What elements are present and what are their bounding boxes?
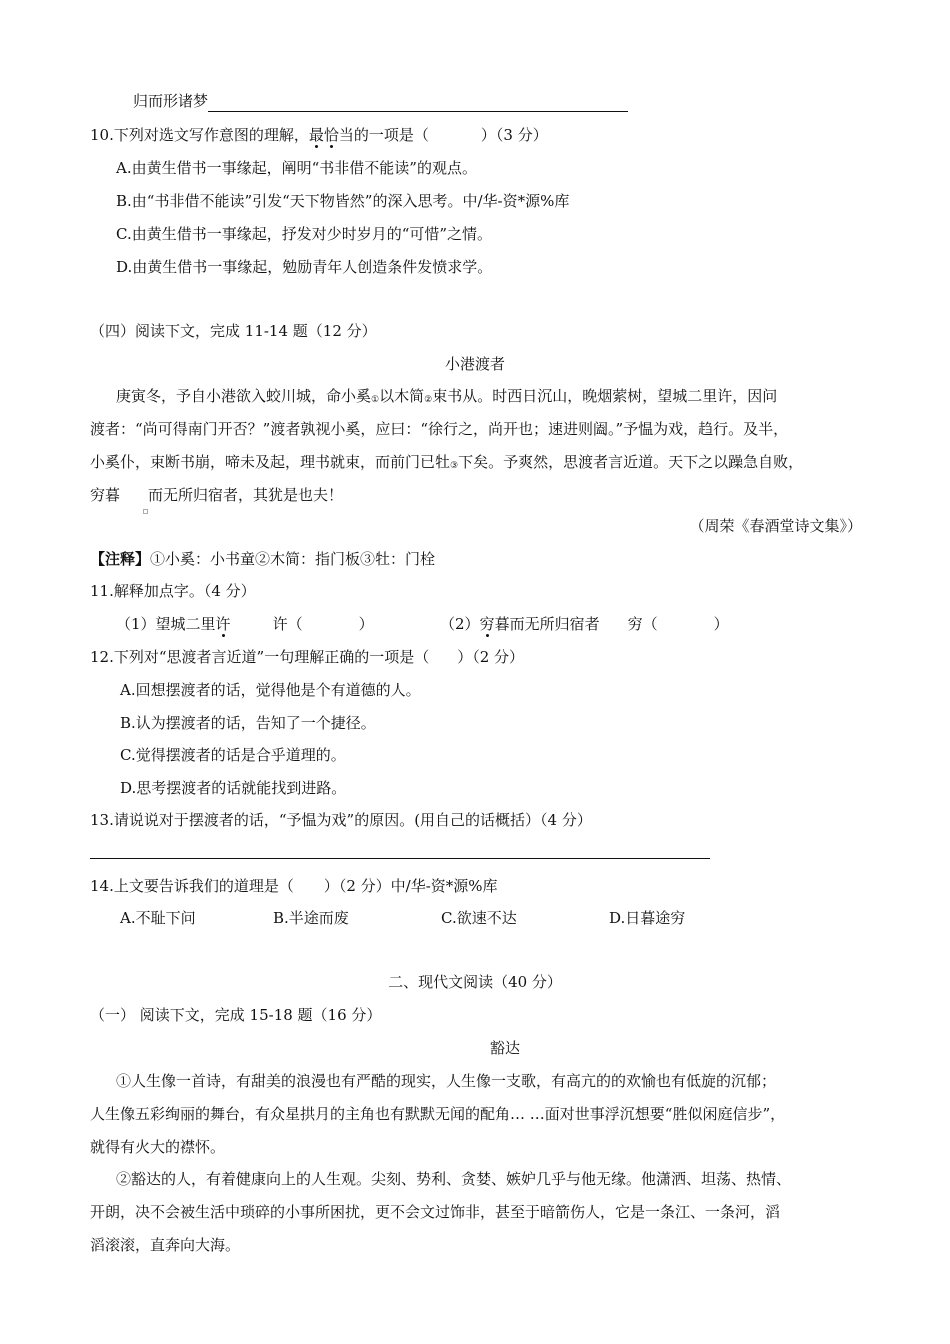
section4-title: 小港渡者 — [444, 355, 505, 373]
q14-option-a[interactable]: A.不耻下问 — [120, 909, 196, 927]
passage-line: 小奚仆，束断书崩，啼未及起，理书就束，而前门已牡③下矣。予爽然，思渡者言近道。天下之以躁急自败， — [90, 453, 804, 471]
q10-option-b[interactable]: B.由“书非借不能读”引发“天下物皆然”的深入思考。中/华-资*源%库 — [116, 192, 570, 210]
top-answer-line: 归而形诸梦 — [133, 90, 628, 112]
section4-heading: （四）阅读下文，完成 11-14 题（12 分） — [90, 322, 377, 340]
passage-line: 滔滚滚，直奔向大海。 — [90, 1236, 241, 1254]
q11-stem: 11.解释加点字。（4 分） — [90, 582, 256, 600]
passage-line: 就得有火大的襟怀。 — [90, 1138, 226, 1156]
q12-option-a[interactable]: A.回想摆渡者的话，觉得他是个有道德的人。 — [120, 681, 421, 699]
q14-option-b[interactable]: B.半途而废 — [273, 909, 349, 927]
passage-source: （周荣《春酒堂诗文集》） — [689, 517, 862, 535]
passage-line: ①人生像一首诗，有甜美的浪漫也有严酷的现实，人生像一支歌，有高亢的的欢愉也有低旋的沉郁； — [116, 1072, 777, 1090]
q13-answer-line[interactable] — [90, 858, 710, 859]
q14-option-c[interactable]: C.欲速不达 — [441, 909, 517, 927]
q12-stem: 12.下列对“思渡者言近道”一句理解正确的一项是（ ）（2 分） — [90, 648, 525, 666]
q12-option-d[interactable]: D.思考摆渡者的话就能找到进路。 — [120, 779, 347, 797]
passage-line: 开朗，决不会被生活中琐碎的小事所困扰，更不会文过饰非，甚至于暗箭伤人，它是一条江、一条河，滔 — [90, 1203, 781, 1221]
passage-line: 人生像五彩绚丽的舞台，有众星拱月的主角也有默默无闻的配角… …面对世事浮沉想要“胜似闲庭信步”， — [90, 1105, 786, 1123]
q12-option-b[interactable]: B.认为摆渡者的话，告知了一个捷径。 — [120, 714, 376, 732]
part2-title: 豁达 — [489, 1039, 520, 1057]
dotted-char: 最 — [308, 126, 324, 144]
q13-stem: 13.请说说对于摆渡者的话，“予愠为戏”的原因。(用自己的话概括）（4 分） — [90, 811, 592, 829]
marker-dot — [143, 509, 148, 514]
passage-line: 渡者：“尚可得南门开否？”渡者孰视小奚，应曰：“徐行之，尚开也；速进则阖。”予愠为戏，趋行。及半， — [90, 420, 789, 438]
dotted-char: 许 — [215, 615, 231, 633]
passage-line: 穷暮 而无所归宿者，其犹是也夫！ — [90, 486, 344, 504]
dotted-char: 恰 — [323, 126, 339, 144]
q11-item-1: （1）望城二里许 许（ ） — [116, 615, 374, 633]
q12-option-c[interactable]: C.觉得摆渡者的话是合乎道理的。 — [120, 746, 346, 764]
part2-subheading: （一） 阅读下文，完成 15-18 题（16 分） — [90, 1006, 382, 1024]
part2-heading: 二、现代文阅读（40 分） — [388, 973, 562, 991]
q10-option-a[interactable]: A.由黄生借书一事缘起，阐明“书非借不能读”的观点。 — [116, 159, 477, 177]
answer-blank[interactable] — [208, 95, 628, 112]
q10-option-c[interactable]: C.由黄生借书一事缘起，抒发对少时岁月的“可惜”之情。 — [116, 225, 493, 243]
q11-item-2: （2）穷暮而无所归宿者 穷（ ） — [440, 615, 729, 633]
passage-line: ②豁达的人，有着健康向上的人生观。尖刻、势利、贪婪、嫉妒几乎与他无缘。他潇洒、坦荡、热情、 — [116, 1170, 792, 1188]
passage-notes: 【注释】①小奚：小书童②木简：指门板③牡：门栓 — [90, 550, 436, 568]
passage-line: 庚寅冬，予自小港欲入蛟川城，命小奚①以木简②束书从。时西日沉山，晚烟萦树，望城二里许，因问 — [116, 387, 778, 405]
q14-stem: 14.上文要告诉我们的道理是（ ）（2 分）中/华-资*源%库 — [90, 877, 498, 895]
dotted-char: 穷 — [479, 615, 495, 633]
q14-option-d[interactable]: D.日暮途穷 — [609, 909, 686, 927]
q10-stem: 10.下列对选文写作意图的理解，最恰当的一项是（ ）（3 分） — [90, 126, 548, 144]
q10-option-d[interactable]: D.由黄生借书一事缘起，勉励青年人创造条件发愤求学。 — [116, 258, 493, 276]
